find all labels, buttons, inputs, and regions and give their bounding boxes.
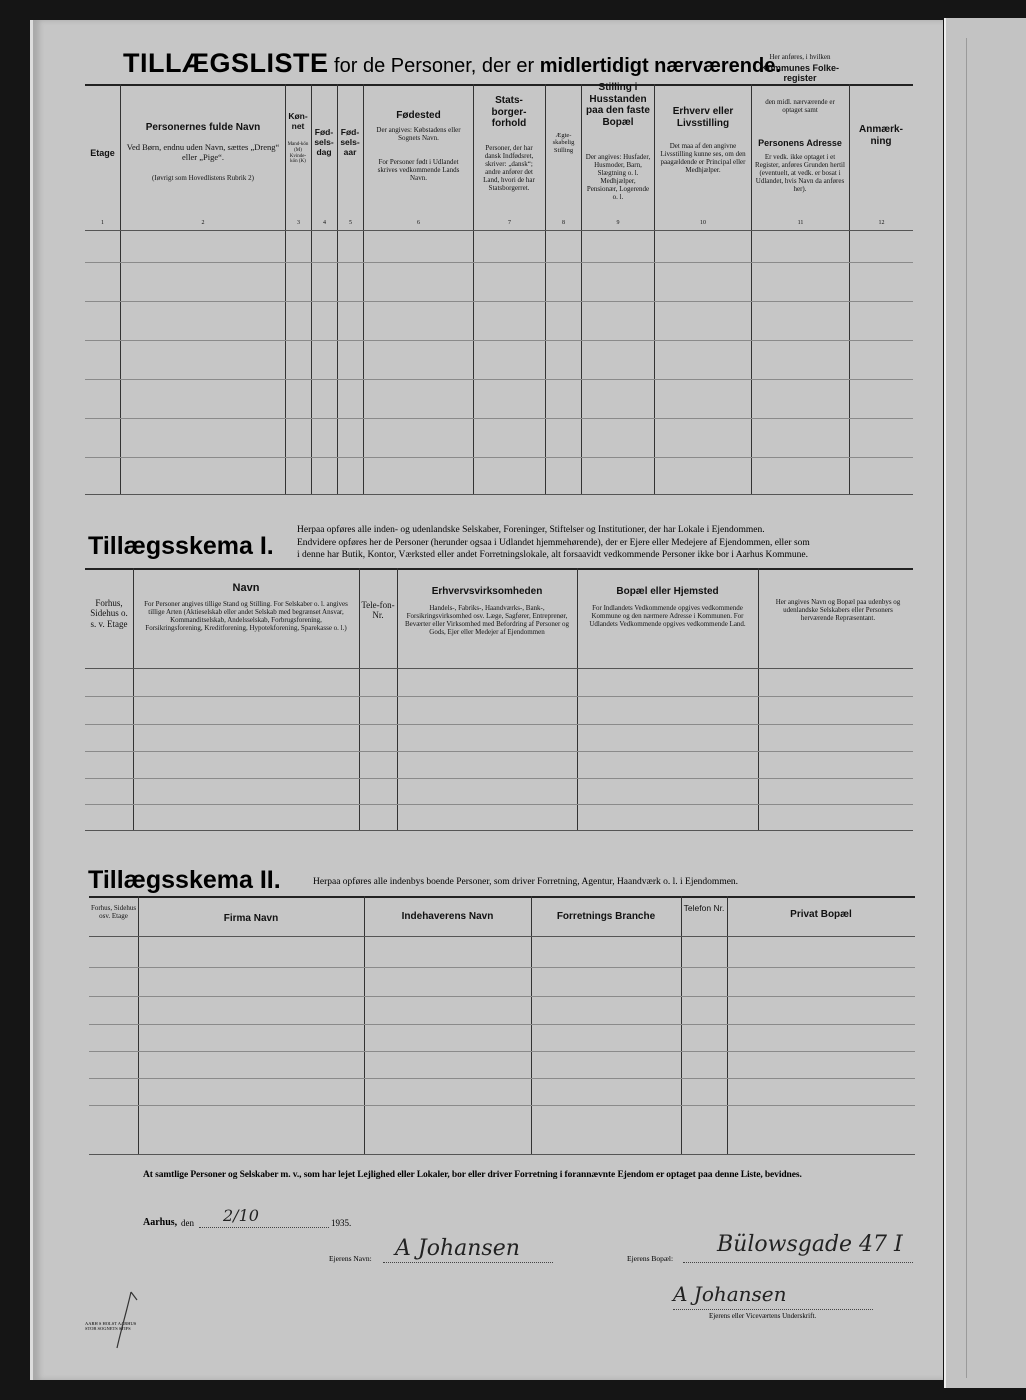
col-register-head2: Personens Adresse [758, 138, 842, 148]
den-label: den [181, 1218, 194, 1228]
pencil-stroke [103, 1290, 143, 1350]
col-register-sub2: Er vedk. ikke optaget i et Register, anføres Grunden hertil (eventuelt, at vedk. er bosat i Udlandet, hvis Navn da anføres her). [755, 153, 845, 194]
col-fodested-sub: Der angives: Købstadens eller Sognets Navn. [376, 126, 461, 143]
owner-addr-label: Ejerens Bopæl: [627, 1254, 674, 1263]
col-erhverv-head: Erhverv eller Livsstilling [672, 106, 734, 129]
col-stilling-sub: Der angives: Husfader, Husmoder, Barn, Slægtning o. l. Medhjælper, Pensionær, Logerende o. l. [585, 153, 651, 202]
skema2-col5: Telefon Nr. [683, 903, 725, 913]
owner-address-handwritten: Bülowsgade 47 I [717, 1232, 903, 1257]
col-name-head: Personernes fulde Navn [145, 122, 261, 133]
skema1-title: Tillægsskema I. [88, 532, 274, 560]
col-register-head: Kommunes Folke-register [760, 63, 839, 84]
signature-label: Ejerens eller Viceværtens Underskrift. [709, 1312, 817, 1320]
col-name-sub2: (Iøvrigt som Hovedlistens Rubrik 2) [152, 174, 254, 182]
col-erhverv-sub: Det maa af den angivne Livsstilling kunne ses, om den paagældende er Principal eller Medhjælper. [660, 142, 746, 175]
declaration: At samtlige Personer og Selskaber m. v., som har lejet Lejlighed eller Lokaler, bor eller driver Forretning i forannævnte Ejendom er optaget paa denne Liste, bevidnes. [143, 1170, 802, 1180]
skema1-intro3: i denne har Butik, Kontor, Værksted eller andet Forretningslokale, alt forsaavidt vedkommende Personer ikke bor i Aarhus Kommune. [297, 550, 809, 560]
col-statsborger-sub: Personer, der har dansk Indfødsret, skriver: „dansk“; andre anfører det Land, hvori de har Statsborgerret. [483, 144, 535, 193]
skema1-col4-sub: Handels-, Fabriks-, Haandværks-, Bank-, Forsikringsvirksomhed osv. Læge, Sagfører, Entreprenør, Beværter eller Virksomhed med Befordring af Personer og Gods, Ejer eller Medejer af Ejendommen [404, 604, 570, 637]
skema1-col3: Tele-fon-Nr. [361, 600, 395, 621]
col-num: 4 [323, 220, 326, 226]
printer-imprint: AARH S HOLST AARHUS STOB SOGNETS STIFS [85, 1321, 137, 1331]
col-etage-head: Etage [90, 148, 115, 158]
col-num: 11 [797, 220, 804, 226]
col-num: 1 [101, 220, 104, 226]
title-rest: for de Personer, der er [328, 55, 540, 77]
col-num: 6 [417, 220, 420, 226]
skema2-col2: Firma Navn [223, 913, 279, 924]
col-fodested-head: Fødested [396, 110, 441, 121]
col-num: 12 [878, 220, 885, 226]
skema1-col4-head: Erhvervsvirksomheden [431, 586, 543, 597]
skema2-col1: Forhus, Sidehus osv. Etage [90, 904, 137, 921]
col-num: 7 [508, 220, 511, 226]
col-num: 9 [616, 220, 620, 226]
skema2-col3: Indehaverens Navn [401, 911, 494, 922]
col-aegteskab-head: Ægte-skabelig Stilling [552, 132, 575, 154]
skema1-col6: Her angives Navn og Bopæl paa udenbys og udenlandske Selskabers eller Personers herværende Repræsentant. [775, 598, 901, 623]
col-register-pre: Her anføres, i hvilken [769, 53, 831, 61]
owner-name-label: Ejerens Navn: [329, 1254, 372, 1263]
form-page [30, 20, 943, 1380]
skema2-title: Tillægsskema II. [88, 866, 281, 894]
skema1-col2-head: Navn [232, 582, 260, 594]
skema1-intro2: Endvidere opføres her de Personer (herunder ogsaa i Udlandet hjemmehørende), der er Ejere eller Medejere af Ejendommen, eller som [297, 538, 810, 548]
skema1-col1: Forhus, Sidehus o. s. v. Etage [90, 598, 128, 629]
col-kon-head: Køn-net [288, 111, 308, 131]
col-num: 10 [700, 220, 706, 226]
title-bold: midlertidigt nærværende. [539, 55, 781, 77]
col-num: 2 [201, 220, 205, 226]
city-label: Aarhus, [143, 1217, 178, 1228]
col-fodselsaar-head: Fød-sels-aar [340, 127, 360, 157]
col-num: 3 [297, 220, 300, 226]
col-stilling-head: Stilling i Husstanden paa den faste Bopæl [586, 82, 650, 128]
year: 1935. [331, 1218, 352, 1228]
col-statsborger-head: Stats-borger-forhold [491, 95, 527, 129]
col-register-sub: den midl. nærværende er optaget samt [765, 98, 835, 115]
col-name-sub: Ved Børn, endnu uden Navn, sættes „Dreng“ eller „Pige“. [126, 142, 280, 162]
skema2-col4: Forretnings Branche [556, 911, 656, 922]
signature-handwritten: A Johansen [673, 1282, 787, 1306]
skema2-intro: Herpaa opføres alle indenbys boende Personer, som driver Forretning, Agentur, Haandværk o. l. i Ejendommen. [313, 877, 739, 887]
skema1-col5-sub: For Indlandets Vedkommende opgives vedkommende Kommune og den nærmere Adresse i Kommunen. For Udlandets Vedkommende opgives vedkommende Land. [589, 604, 746, 629]
skema2-col6: Privat Bopæl [790, 909, 852, 920]
col-num: 5 [349, 220, 352, 226]
col-num: 8 [562, 220, 565, 226]
skema1-col2-sub: For Personer angives tillige Stand og Stilling. For Selskaber o. l. angives tillige Arten (Aktieselskab eller andet Selskab med begrænset Ansvar, Kommanditselskab, Andelsselskab, Forbrugsforening, Forsikringsforening, Kreditforening, Hypotekforening, Sparekasse o. l.) [144, 600, 348, 633]
owner-name-handwritten: A Johansen [395, 1236, 520, 1261]
col-kon-sub: Mand-kön (M) Kvinde-kön (K) [287, 142, 309, 165]
col-fodselsdag-head: Fød-sels-dag [314, 127, 334, 157]
skema1-intro1: Herpaa opføres alle inden- og udenlandske Selskaber, Foreninger, Stiftelser og Institutioner, der har Lokale i Ejendommen. [297, 525, 765, 535]
adjacent-page [944, 18, 1026, 1388]
title-main: TILLÆGSLISTE [123, 48, 329, 78]
col-anmaerkning-head: Anmærk-ning [859, 124, 903, 147]
date-handwritten: 2/10 [223, 1206, 259, 1225]
skema1-col5-head: Bopæl eller Hjemsted [616, 586, 719, 597]
col-fodested-sub2: For Personer født i Udlandet skrives vedkommende Lands Navn. [377, 158, 460, 183]
